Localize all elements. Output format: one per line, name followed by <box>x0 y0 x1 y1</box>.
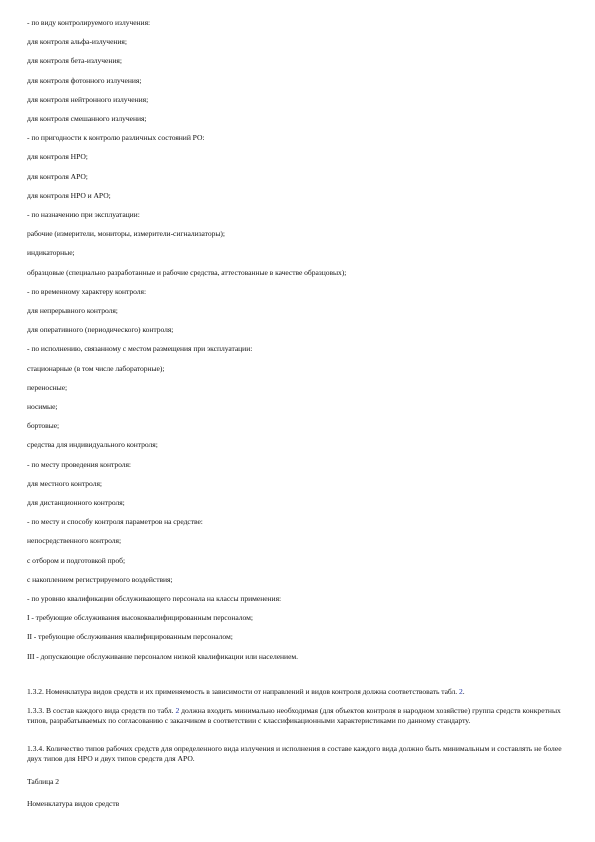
list-item: для контроля альфа-излучения; <box>27 37 127 47</box>
table-label: Таблица 2 <box>27 777 60 786</box>
list-item: рабочие (измерители, мониторы, измерители-сигнализаторы); <box>27 229 225 239</box>
list-item: для дистанционного контроля; <box>27 498 125 507</box>
clause-1-3-2 <box>27 687 465 697</box>
list-heading: - по назначению при эксплуатации: <box>27 210 140 219</box>
list-item: II - требующие обслуживания квалифицированным персоналом; <box>27 632 233 642</box>
list-item: носимые; <box>27 402 58 411</box>
list-heading: - по месту проведения контроля: <box>27 459 131 469</box>
list-item: для контроля смешанного излучения; <box>27 114 147 123</box>
list-heading: - по виду контролируемого излучения: <box>27 18 151 27</box>
list-item: стационарные (в том числе лабораторные); <box>27 363 165 373</box>
list-item: III - допускающие обслуживание персоналом низкой квалификации или населением. <box>27 651 298 661</box>
list-item: для местного контроля; <box>27 478 102 488</box>
list-item: для контроля НРО и АРО; <box>27 190 111 200</box>
list-heading: - по пригодности к контролю различных состояний РО: <box>27 133 205 143</box>
clause-1-3-2-text: 1.3.2. Номенклатура видов средств и их применяемость в зависимости от направлений и видов контроля должна соответствовать табл. <box>27 687 459 696</box>
list-heading: - по уровню квалификации обслуживающего персонала на классы применения: <box>27 594 282 603</box>
list-item: для контроля нейтронного излучения; <box>27 94 149 104</box>
table-2-link-2[interactable]: 2 <box>175 706 180 715</box>
list-item: для оперативного (периодического) контроля; <box>27 325 174 335</box>
clause-1-3-4: 1.3.4. Количество типов рабочих средств для определенного вида излучения и исполнения в составе каждого вида должно быть минимальным и составлять не более двух типов для НРО и двух типов средств для АРО. <box>27 744 562 763</box>
list-item: бортовые; <box>27 421 60 431</box>
table-title: Номенклатура видов средств <box>27 799 120 808</box>
list-item: образцовые (специально разработанные и рабочие средства, аттестованные в качестве образцовых); <box>27 267 347 277</box>
list-item: I - требующие обслуживания высококвалифицированным персоналом; <box>27 613 253 623</box>
list-heading: - по временному характеру контроля: <box>27 286 147 296</box>
clause-1-3-2-tail: . <box>462 687 465 696</box>
list-item: с накоплением регистрируемого воздействия; <box>27 574 173 584</box>
list-item: непосредственного контроля; <box>27 536 122 546</box>
list-item: для контроля фотонного излучения; <box>27 75 142 85</box>
list-item: средства для индивидуального контроля; <box>27 440 158 450</box>
clause-1-3-3-pre: 1.3.3. В состав каждого вида средств по табл. <box>27 706 176 715</box>
list-item: переносные; <box>27 382 68 392</box>
list-item: для непрерывного контроля; <box>27 306 118 315</box>
list-item: для контроля НРО; <box>27 152 88 162</box>
list-item: с отбором и подготовкой проб; <box>27 555 126 565</box>
list-item: для контроля АРО; <box>27 171 88 181</box>
list-heading: - по месту и способу контроля параметров на средстве: <box>27 517 203 527</box>
clause-1-3-3-post: должна входить минимально необходимая (для объектов контроля в народном хозяйстве) группа средств конкретных типов, разрабатываемых по согласованию с заказчиком в соответствии с классификационными характеристиками по данному стандарту. <box>27 706 561 725</box>
clause-1-3-3 <box>27 706 567 725</box>
table-2-link[interactable]: 2 <box>459 687 463 696</box>
list-item: для контроля бета-излучения; <box>27 56 122 66</box>
list-heading: - по исполнению, связанному с местом размещения при эксплуатации: <box>27 344 253 354</box>
list-item: индикаторные; <box>27 248 75 258</box>
